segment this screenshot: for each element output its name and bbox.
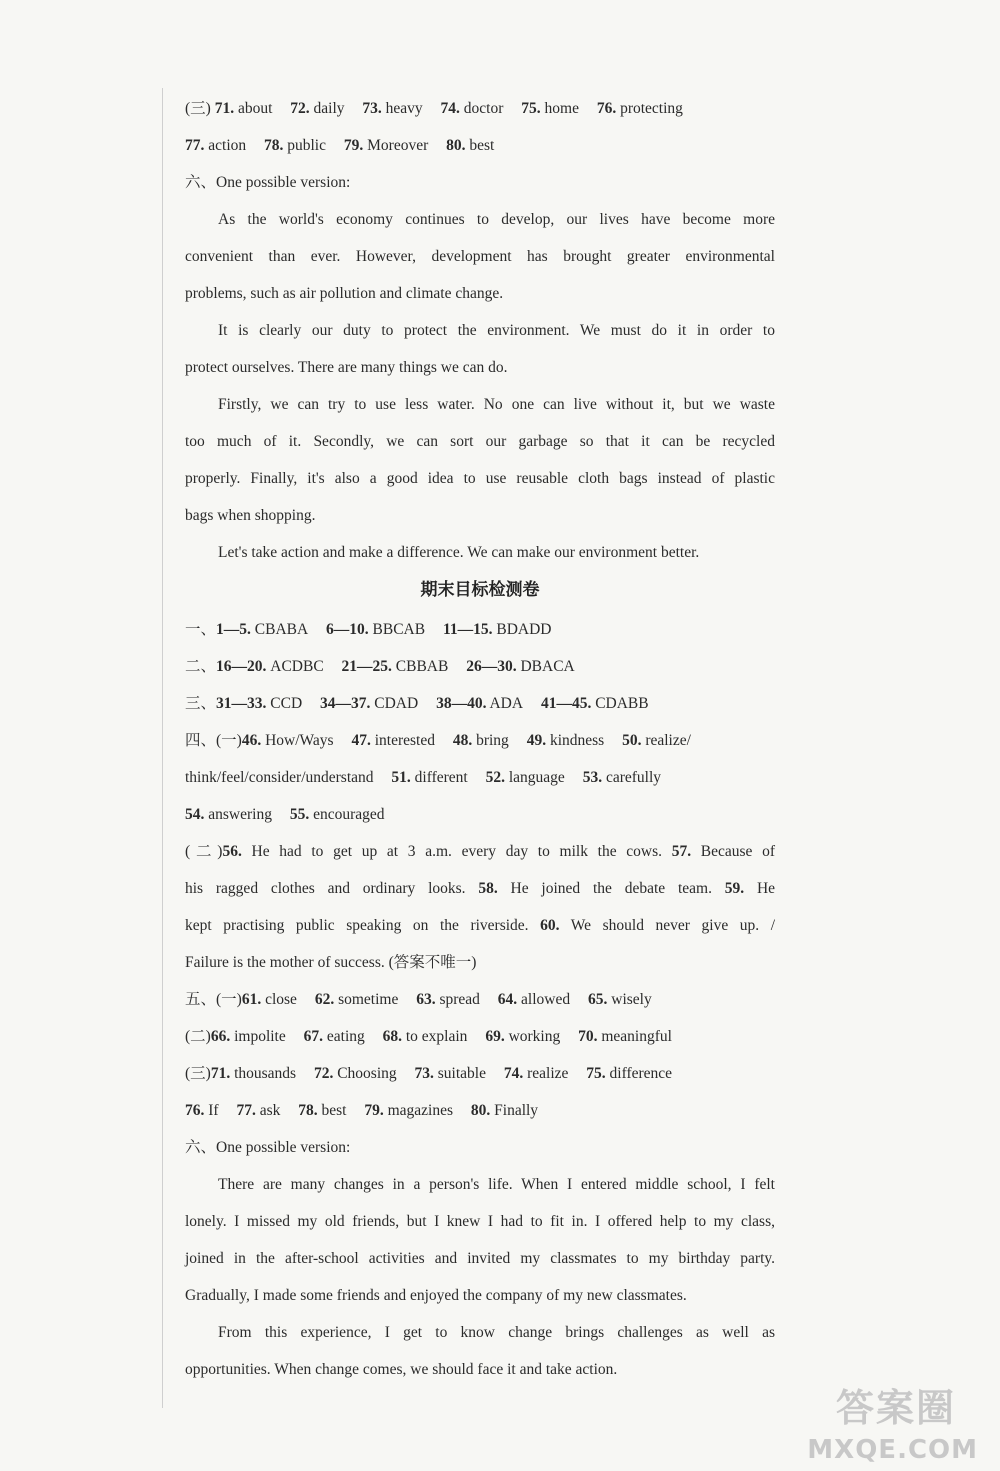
essay-line: bags when shopping.	[185, 507, 316, 524]
answer-text: his ragged clothes and ordinary looks.	[185, 880, 466, 897]
answer-item: 38—40. ADA	[436, 695, 524, 712]
answer-text: He	[756, 880, 776, 897]
question-number: 59.	[724, 880, 745, 897]
answer-item: 72. Choosing	[313, 1065, 397, 1082]
answer-item: 54. answering	[185, 806, 272, 823]
answer-item: 80. best	[446, 137, 495, 154]
answer-item: 79. Moreover	[343, 137, 429, 154]
answer-item: 75. home	[521, 100, 579, 117]
question-number: 60.	[540, 917, 560, 934]
section-label: (三)	[185, 1065, 211, 1082]
answer-item: 31—33. CCD	[216, 695, 303, 712]
answer-row	[185, 617, 775, 654]
answer-item: 1—5. CBABA	[216, 621, 309, 638]
answer-item: 76. protecting	[596, 100, 683, 117]
answer-row	[185, 987, 775, 1024]
section-label: 四、(一)	[185, 732, 242, 749]
answer-item: 77. ask	[236, 1102, 281, 1119]
essay-line: protect ourselves. There are many things we can do.	[185, 359, 508, 376]
answer-row: Failure is the mother of success. (答案不唯一)	[185, 954, 477, 971]
question-number: 57.	[671, 843, 692, 860]
answer-item: 72. daily	[290, 100, 345, 117]
answer-item: 50. realize/	[622, 732, 691, 749]
answer-item: 41—45. CDABB	[540, 695, 649, 712]
section-header: 六、One possible version:	[185, 1139, 351, 1156]
section-label: 一、	[185, 621, 217, 638]
section-label: 三、	[185, 695, 217, 712]
essay-line: convenient than ever. However, development has brought greater environmental	[185, 248, 775, 265]
section-label: 二、	[185, 658, 217, 675]
essay-line: Firstly, we can try to use less water. No one can live without it, but we waste	[218, 396, 775, 413]
answer-item: 6—10. BBCAB	[326, 621, 426, 638]
answer-row	[185, 96, 775, 133]
essay-line: There are many changes in a person's life. When I entered middle school, I felt	[218, 1176, 775, 1193]
answer-row	[185, 691, 775, 728]
answer-item: 73. heavy	[362, 100, 423, 117]
answer-item: 68. to explain	[382, 1028, 468, 1045]
answer-row	[185, 1098, 775, 1135]
essay-line: From this experience, I get to know change brings challenges as well as	[218, 1324, 775, 1341]
page-margin-line	[162, 88, 163, 1408]
answer-item: 73. suitable	[414, 1065, 486, 1082]
section-label: 五、(一)	[185, 991, 242, 1008]
question-number: 58.	[478, 880, 498, 897]
answer-item: 16—20. ACDBC	[216, 658, 324, 675]
essay-line: lonely. I missed my old friends, but I knew I had to fit in. I offered help to my class,	[185, 1213, 775, 1230]
answer-item: 71. thousands	[210, 1065, 297, 1082]
section-label: (三)	[185, 100, 211, 117]
question-number: 56.	[222, 843, 242, 860]
section-label: (二)	[185, 1028, 211, 1045]
answer-row	[185, 765, 775, 802]
answer-item: 55. encouraged	[289, 806, 385, 823]
answer-item: 21—25. CBBAB	[341, 658, 449, 675]
watermark-logo-text: 答案圈	[835, 1386, 956, 1430]
answer-item: 70. meaningful	[578, 1028, 672, 1045]
answer-text: He had to get up at 3 a.m. every day to milk the cows.	[251, 843, 662, 860]
answer-text: We should never give up. /	[570, 917, 775, 934]
answer-item: 80. Finally	[470, 1102, 539, 1119]
answer-item: 48. bring	[452, 732, 509, 749]
answer-text: He joined the debate team.	[510, 880, 712, 897]
essay-line: joined in the after-school activities and invited my classmates to my birthday party.	[185, 1250, 775, 1267]
answer-item: 53. carefully	[582, 769, 662, 786]
essay-line: Let's take action and make a difference. We can make our environment better.	[218, 544, 700, 561]
essay-line: problems, such as air pollution and climate change.	[185, 285, 504, 302]
answer-item: 34—37. CDAD	[320, 695, 419, 712]
answer-item: 78. best	[298, 1102, 347, 1119]
answer-item: 76. If	[185, 1102, 219, 1119]
answer-page	[185, 96, 775, 1394]
answer-item: 62. sometime	[314, 991, 399, 1008]
answer-item: 77. action	[185, 137, 247, 154]
answer-item: 26—30. DBACA	[466, 658, 575, 675]
answer-item: 64. allowed	[497, 991, 571, 1008]
answer-item: 78. public	[264, 137, 326, 154]
answer-row	[185, 802, 775, 839]
answer-item: 74. realize	[503, 1065, 569, 1082]
answer-item: 51. different	[391, 769, 468, 786]
answer-item: 46. How/Ways	[241, 732, 334, 749]
answer-item: 71. about	[214, 100, 273, 117]
answer-row	[185, 839, 775, 876]
answer-item: 69. working	[485, 1028, 561, 1045]
section-header: 六、One possible version:	[185, 174, 351, 191]
answer-text: Because of	[700, 843, 776, 860]
watermark	[706, 1377, 986, 1465]
answer-item: 61. close	[241, 991, 297, 1008]
section-label: (二)	[185, 843, 223, 860]
answer-item: 49. kindness	[526, 732, 605, 749]
essay-line: properly. Finally, it's also a good idea to use reusable cloth bags instead of plastic	[185, 470, 775, 487]
answer-item: 74. doctor	[440, 100, 504, 117]
answer-item: 79. magazines	[364, 1102, 454, 1119]
answer-item: 75. difference	[586, 1065, 673, 1082]
essay-line: opportunities. When change comes, we should face it and take action.	[185, 1361, 618, 1378]
essay-line: too much of it. Secondly, we can sort our garbage so that it can be recycled	[185, 433, 775, 450]
answer-row	[185, 654, 775, 691]
answer-row	[185, 728, 775, 765]
essay-line: It is clearly our duty to protect the environment. We must do it in order to	[218, 322, 775, 339]
answer-item: 52. language	[485, 769, 565, 786]
essay-line: As the world's economy continues to develop, our lives have become more	[218, 211, 775, 228]
answer-row	[185, 876, 775, 913]
section-title: 期末目标检测卷	[420, 580, 540, 600]
answer-item: 11—15. BDADD	[442, 621, 552, 638]
answer-row	[185, 913, 775, 950]
answer-item: 65. wisely	[588, 991, 652, 1008]
answer-item: 66. impolite	[210, 1028, 286, 1045]
answer-item: 47. interested	[351, 732, 435, 749]
answer-item: 67. eating	[303, 1028, 365, 1045]
answer-continuation: think/feel/consider/understand	[185, 769, 374, 786]
answer-row	[185, 1024, 775, 1061]
answer-item: 63. spread	[416, 991, 480, 1008]
answer-row	[185, 1061, 775, 1098]
answer-row	[185, 133, 775, 170]
watermark-url: MXQE.COM	[807, 1435, 978, 1465]
answer-text: kept practising public speaking on the riverside.	[185, 917, 529, 934]
essay-line: Gradually, I made some friends and enjoyed the company of my new classmates.	[185, 1287, 687, 1304]
